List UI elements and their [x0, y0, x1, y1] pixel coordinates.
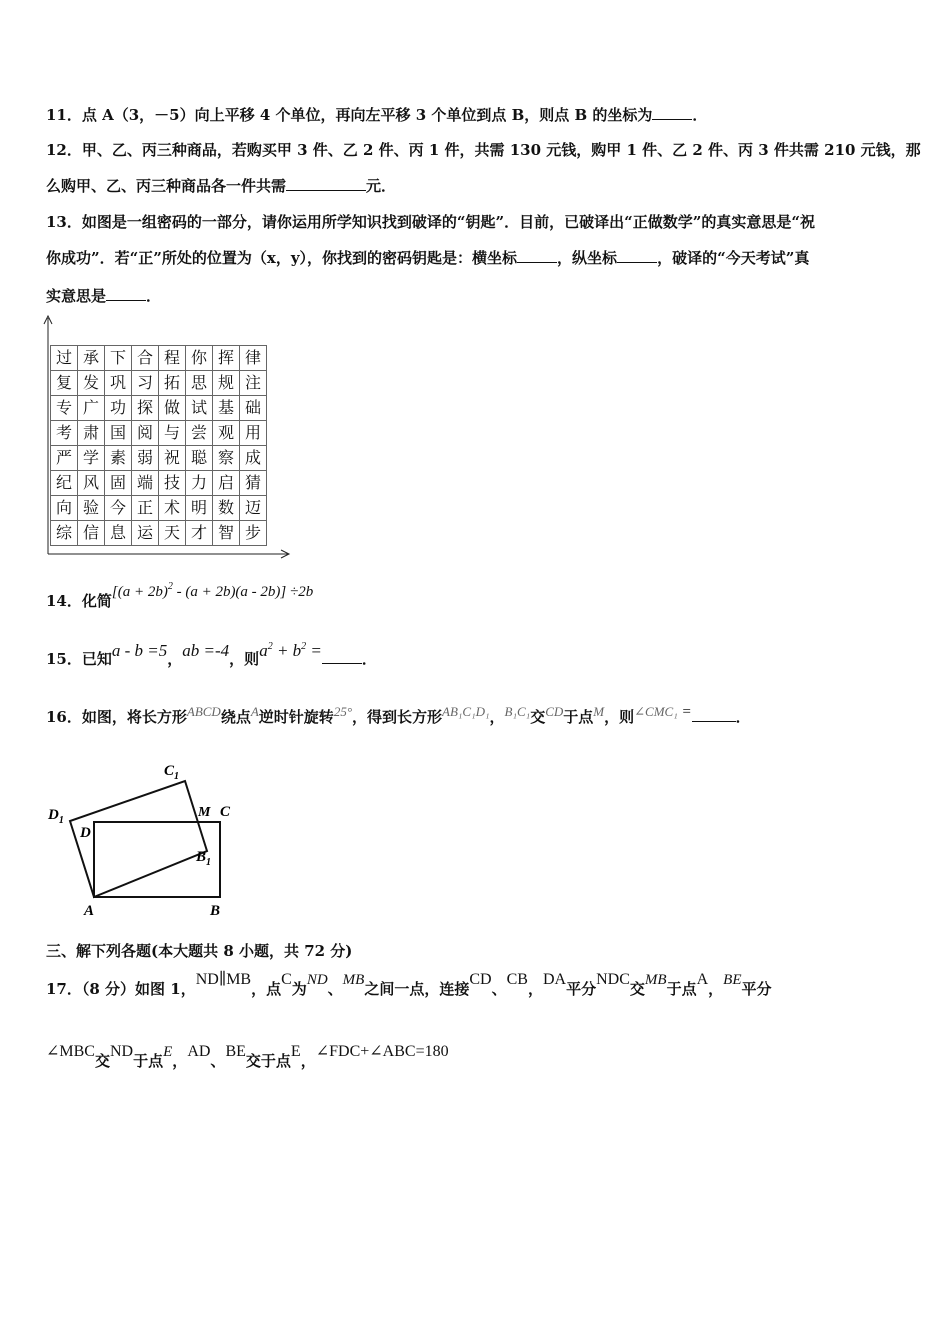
q12-line2: 么购甲、乙、丙三种商品各一件共需: [46, 177, 287, 195]
cipher-cell: 肃: [78, 421, 105, 446]
cipher-cell: 试: [186, 396, 213, 421]
cipher-cell: 观: [213, 421, 240, 446]
cipher-cell: 考: [51, 421, 78, 446]
q15-eq2: ab =-4: [182, 641, 230, 660]
q16-t5: 交: [530, 708, 546, 726]
q17-s8: NDC: [596, 971, 630, 988]
cipher-cell: 验: [78, 496, 105, 521]
cipher-cell: 复: [51, 371, 78, 396]
q16-t6: 于点: [563, 708, 594, 726]
q17-l2s3: E: [163, 1044, 173, 1060]
cipher-cell: 阅: [132, 421, 159, 446]
q14-expr: [(a + 2b): [111, 584, 168, 600]
label-d1: $D_1$: [48, 807, 64, 826]
cipher-cell: 今: [105, 496, 132, 521]
q17-t6: ，: [527, 980, 543, 998]
rotation-figure: [44, 755, 244, 920]
cipher-cell: 步: [240, 521, 267, 546]
q16-m7: M: [593, 704, 605, 719]
q14-label: 14．化简: [46, 592, 112, 610]
cipher-cell: 广: [78, 396, 105, 421]
question-13-line2: [46, 247, 809, 268]
cipher-cell: 发: [78, 371, 105, 396]
cipher-cell: 猜: [240, 471, 267, 496]
q11-text: 11．点 A（3，－5）向上平移 4 个单位，再向左平移 3 个单位到点 B，则点 B 的坐标为: [46, 106, 653, 124]
cipher-cell: 础: [240, 396, 267, 421]
q16-end: ．: [735, 708, 751, 726]
q13-line2a: 你成功”．若“正”所处的位置为（x，y），你找到的密码钥匙是：横坐标: [46, 249, 518, 267]
label-c: C: [220, 804, 231, 820]
q16-m2: A: [250, 704, 259, 719]
cipher-row: [51, 346, 267, 371]
q14-expr2: - (a + 2b)(a - 2b)] ÷2b: [172, 584, 314, 600]
q17-t2: 为: [291, 980, 307, 998]
cipher-cell: 规: [213, 371, 240, 396]
q17-l2s2: ND: [110, 1043, 134, 1060]
q16-m9: =: [677, 704, 692, 720]
q12-end: 元．: [366, 177, 397, 195]
q15-end: ．: [361, 650, 377, 668]
cipher-cell: 基: [213, 396, 240, 421]
cipher-cell: 专: [51, 396, 78, 421]
label-c1: $C_1$: [164, 763, 180, 782]
cipher-cell: 国: [105, 421, 132, 446]
q15-eq3c: =: [306, 641, 322, 660]
cipher-cell: 端: [132, 471, 159, 496]
q13-blank-meaning: [106, 286, 146, 301]
cipher-cell: 注: [240, 371, 267, 396]
cipher-cell: 迈: [240, 496, 267, 521]
q16-m3: 25°: [333, 704, 353, 719]
q12-blank: [286, 176, 366, 191]
q15-eq1: a - b =5: [111, 641, 168, 660]
q17-s9: MB: [644, 972, 667, 988]
q17-label: 17．（8 分）如图 1，: [46, 980, 196, 998]
q17-s4: MB: [342, 972, 365, 988]
label-b: B: [210, 903, 221, 919]
cipher-cell: 才: [186, 521, 213, 546]
question-12-line2: [46, 175, 396, 196]
q15-then: ，则: [229, 650, 260, 668]
cipher-cell: 力: [186, 471, 213, 496]
question-13-line3: [46, 285, 161, 306]
q16-m6: CD: [545, 704, 564, 719]
cipher-cell: 启: [213, 471, 240, 496]
q17-s10: A: [696, 971, 709, 988]
q12-line1: 12．甲、乙、丙三种商品，若购买甲 3 件、乙 2 件、丙 1 件，共需 130 元钱，购甲 1 件、乙 2 件、丙 3 件共需 210 元钱，那: [46, 141, 921, 159]
q17-l2s5: BE: [225, 1043, 246, 1060]
q17-t7: 平分: [566, 980, 597, 998]
q16-t2: 逆时针旋转: [258, 708, 334, 726]
cipher-cell: 智: [213, 521, 240, 546]
label-m: M: [198, 805, 211, 820]
cipher-cell: 祝: [159, 446, 186, 471]
q17-l2t1: 交: [94, 1052, 110, 1070]
cipher-cell: 尝: [186, 421, 213, 446]
q17-s2: C: [281, 971, 292, 988]
cipher-row: [51, 421, 267, 446]
cipher-cell: 挥: [213, 346, 240, 371]
cipher-cell: 正: [132, 496, 159, 521]
q17-s7: DA: [542, 971, 567, 988]
q17-t1: ，点: [251, 980, 282, 998]
q11-blank: [652, 105, 692, 120]
cipher-row: [51, 521, 267, 546]
cipher-cell: 察: [213, 446, 240, 471]
cipher-cell: 程: [159, 346, 186, 371]
q16-m8: ∠CMC₁: [634, 704, 678, 719]
cipher-cell: 固: [105, 471, 132, 496]
q16-m1: ABCD: [186, 704, 221, 719]
q13-line1: 13．如图是一组密码的一部分，请你运用所学知识找到破译的“钥匙”．目前，已破译出“正做数学”的真实意思是“祝: [46, 213, 816, 231]
cipher-cell: 探: [132, 396, 159, 421]
q15-eq3a: a: [259, 641, 268, 660]
q15-sup2: 2: [301, 641, 307, 652]
cipher-cell: 习: [132, 371, 159, 396]
cipher-cell: 学: [78, 446, 105, 471]
q17-t9: 于点: [666, 980, 697, 998]
q15-sup1: 2: [267, 641, 273, 652]
question-17-line2: [46, 1040, 449, 1070]
cipher-cell: 素: [105, 446, 132, 471]
cipher-cell: 天: [159, 521, 186, 546]
q13-line3: 实意思是: [46, 287, 107, 305]
cipher-cell: 承: [78, 346, 105, 371]
cipher-cell: 弱: [132, 446, 159, 471]
cipher-cell: 巩: [105, 371, 132, 396]
question-17-line1: [46, 968, 772, 998]
q16-m5: B₁C₁: [504, 704, 531, 719]
cipher-cell: 合: [132, 346, 159, 371]
cipher-cell: 成: [240, 446, 267, 471]
cipher-cell: 下: [105, 346, 132, 371]
cipher-grid: [50, 345, 267, 546]
section-3-heading: 三、解下列各题(本大题共 8 小题，共 72 分): [46, 942, 353, 960]
cipher-row: [51, 446, 267, 471]
q13-line2c: ，破译的“今天考试”真: [657, 249, 810, 267]
question-16: [46, 700, 751, 726]
cipher-cell: 思: [186, 371, 213, 396]
q16-t1: 绕点: [220, 708, 251, 726]
q14-sup: 2: [167, 581, 173, 592]
q15-blank: [322, 649, 362, 664]
cipher-cell: 聪: [186, 446, 213, 471]
q13-end: ．: [146, 287, 162, 305]
q17-t4: 之间一点，连接: [364, 980, 470, 998]
question-12-line1: [46, 139, 921, 160]
q17-t8: 交: [629, 980, 645, 998]
q16-t3: ，得到长方形: [352, 708, 443, 726]
cipher-cell: 数: [213, 496, 240, 521]
cipher-cell: 术: [159, 496, 186, 521]
q13-blank-y: [617, 248, 657, 263]
cipher-cell: 拓: [159, 371, 186, 396]
q17-s6: CB: [506, 971, 528, 988]
cipher-cell: 严: [51, 446, 78, 471]
question-13-line1: [46, 211, 815, 232]
cipher-cell: 向: [51, 496, 78, 521]
q17-s1: ND∥MB: [195, 971, 252, 988]
cipher-cell: 你: [186, 346, 213, 371]
q16-t4: ，: [489, 708, 505, 726]
cipher-cell: 风: [78, 471, 105, 496]
q17-l2s1: ∠MBC: [46, 1043, 95, 1060]
q11-end: ．: [692, 106, 708, 124]
q15-label: 15．已知: [46, 650, 112, 668]
cipher-cell: 明: [186, 496, 213, 521]
q17-l2t4: 、: [210, 1052, 226, 1070]
q15-comma: ，: [167, 650, 183, 668]
cipher-cell: 功: [105, 396, 132, 421]
label-d: D: [80, 825, 91, 841]
cipher-cell: 信: [78, 521, 105, 546]
cipher-cell: 综: [51, 521, 78, 546]
q17-t3: 、: [327, 980, 343, 998]
q16-m4: AB₁C₁D₁: [442, 704, 490, 719]
q17-s3: ND: [306, 972, 328, 988]
cipher-cell: 息: [105, 521, 132, 546]
q17-l2s4: AD: [187, 1043, 211, 1060]
q17-s5: CD: [469, 971, 492, 988]
question-11: [46, 104, 707, 125]
q17-l2t2: 于点: [133, 1052, 164, 1070]
q13-line2b: ，纵坐标: [557, 249, 618, 267]
question-15: [46, 640, 377, 668]
cipher-cell: 纪: [51, 471, 78, 496]
cipher-cell: 技: [159, 471, 186, 496]
q17-t11: 平分: [741, 980, 772, 998]
q17-s11: BE: [723, 972, 742, 988]
q17-t5: 、: [491, 980, 507, 998]
cipher-cell: 用: [240, 421, 267, 446]
q15-eq3b: + b: [272, 641, 302, 660]
cipher-cell: 律: [240, 346, 267, 371]
cipher-cell: 运: [132, 521, 159, 546]
q17-l2t3: ，: [172, 1052, 188, 1070]
cipher-cell: 做: [159, 396, 186, 421]
question-14: [46, 580, 314, 610]
cipher-cell: 过: [51, 346, 78, 371]
cipher-row: [51, 496, 267, 521]
q16-blank: [692, 707, 736, 722]
q17-l2t6: ，: [300, 1052, 316, 1070]
label-a: A: [84, 903, 95, 919]
q17-l2s7: ∠FDC+∠ABC=180: [315, 1043, 449, 1060]
q17-l2s6: E: [290, 1043, 301, 1060]
cipher-row: [51, 396, 267, 421]
q16-label: 16．如图，将长方形: [46, 708, 187, 726]
label-b1: $B_1$: [196, 849, 212, 868]
cipher-row: [51, 471, 267, 496]
q17-l2t5: 交于点: [245, 1052, 291, 1070]
q17-t10: ，: [708, 980, 724, 998]
q13-blank-x: [517, 248, 557, 263]
q16-t7: ，则: [604, 708, 635, 726]
cipher-cell: 与: [159, 421, 186, 446]
cipher-row: [51, 371, 267, 396]
